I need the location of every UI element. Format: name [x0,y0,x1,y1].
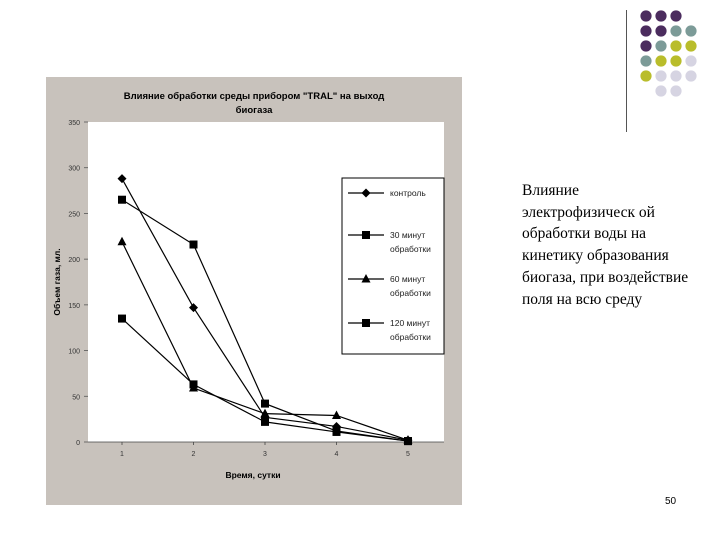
legend-marker [362,231,370,239]
decor-dot [640,70,651,81]
legend-label: 60 минут [390,274,426,284]
decor-dot [655,25,666,36]
decor-dot [685,55,696,66]
line-chart [46,77,462,505]
decor-dot [640,10,651,21]
x-tick-label: 1 [120,451,124,458]
y-tick-label: 300 [68,165,80,173]
decor-dot [655,70,666,81]
legend-label: обработки [390,288,431,298]
x-tick-label: 2 [191,451,196,458]
legend-label: 120 минут [390,318,430,328]
data-point [190,241,198,249]
x-tick-label: 5 [406,451,410,458]
chart-title-line-1: Влияние обработки среды прибором "TRAL" на выход [123,91,385,102]
decor-dot [685,40,696,51]
legend-label: 30 минут [390,230,426,240]
data-point [333,428,341,436]
data-point [404,437,412,445]
decor-dot [655,10,666,21]
chart-area [46,77,462,505]
y-tick-label: 100 [68,348,80,356]
legend-label: контроль [390,188,426,198]
x-tick-label: 4 [334,451,339,458]
decorative-dot-grid [640,10,720,120]
decor-dot [640,55,651,66]
decor-dot [670,40,681,51]
y-tick-label: 250 [68,211,80,219]
page-number: 50 [665,496,677,507]
y-axis-label: Объем газа, мл. [52,248,62,316]
legend-label: обработки [390,244,431,254]
decor-dot [655,40,666,51]
decor-dot [670,85,681,96]
slide-caption: Влияние электрофизическ ой обработки воды на кинетику образования биогаза, при воздействие поля на всю среду [522,182,689,308]
decor-dot [685,25,696,36]
data-point [190,380,198,388]
y-tick-label: 0 [76,440,80,447]
decor-dot [670,55,681,66]
x-axis-label: Время, сутки [225,470,281,480]
data-point [261,400,269,408]
decorative-vertical-line [626,10,627,132]
decor-dot [640,25,651,36]
decor-dot [655,85,666,96]
y-tick-label: 350 [68,120,80,127]
decor-dot [640,40,651,51]
y-tick-label: 200 [68,257,80,265]
decor-dot [670,70,681,81]
data-point [118,315,126,323]
data-point [118,196,126,204]
legend-label: обработки [390,332,431,342]
decor-dot [685,70,696,81]
data-point [261,418,269,426]
y-tick-label: 150 [68,302,80,310]
chart-title-line-2: биогаза [235,105,273,116]
decor-dot [670,10,681,21]
legend-marker [362,319,370,327]
decor-dot [670,25,681,36]
decor-dot [655,55,666,66]
x-tick-label: 3 [263,451,267,458]
y-tick-label: 50 [72,394,80,402]
